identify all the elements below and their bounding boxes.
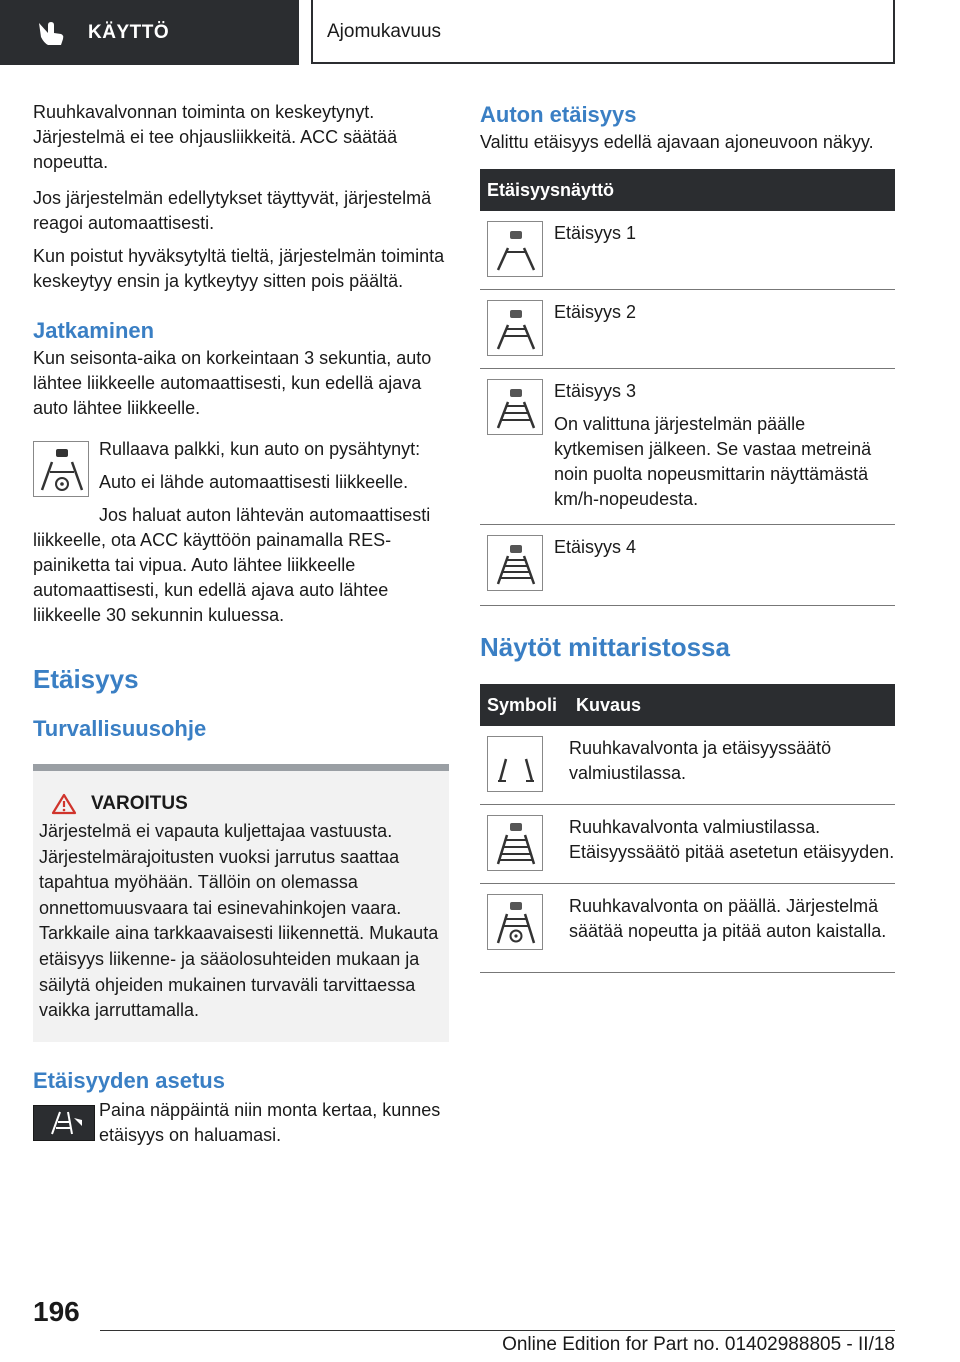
heading-naytot-mittaristossa: Näytöt mittaristossa <box>480 632 730 662</box>
heading-etaisyyden-asetus: Etäisyyden asetus <box>33 1067 225 1093</box>
distance-4-icon <box>487 535 543 591</box>
left-column <box>33 100 449 1148</box>
table-cell: Etäisyys 2 <box>554 302 637 322</box>
chapter-tab[interactable] <box>0 0 299 65</box>
heading-auton-etaisyys: Auton etäisyys <box>480 102 637 127</box>
warning-triangle-icon <box>51 793 77 815</box>
distance-2-icon <box>487 300 543 356</box>
paragraph: Paina näppäintä niin monta kertaa, kunnes etäisyys on haluamasi. <box>99 1099 441 1145</box>
warning-box <box>33 771 449 1042</box>
warning-bar <box>33 764 449 771</box>
heading-jatkaminen: Jatkaminen <box>33 318 155 343</box>
paragraph: Kun seisonta-aika on korkeintaan 3 sekuntia, auto lähtee liikkeelle automaattisesti, kun edellä ajava auto lähtee liikkeelle. <box>33 348 432 418</box>
paragraph: Kun poistut hyväksytyltä tieltä, järjestelmän toiminta keskeytyy ensin ja kytkeytyy sitten pois päältä. <box>33 246 445 291</box>
table-header: Symboli <box>480 684 569 726</box>
table-cell: Ruuhkavalvonta ja etäisyyssäätö valmiustilassa. <box>569 738 832 783</box>
heading-etaisyys: Etäisyys <box>33 664 139 694</box>
chapter-label: KÄYTTÖ <box>88 22 170 43</box>
table-row <box>480 369 895 525</box>
distance-table <box>480 169 895 606</box>
traffic-jam-standby-distance-icon <box>487 815 543 871</box>
table-header: Kuvaus <box>569 684 895 726</box>
warning-text: Järjestelmä ei vapauta kuljettajaa vastuusta. Järjestelmärajoitusten vuoksi jarrutus saattaa tapahtua myöhään. Tällöin on olemassa onnettomuusvaara tai esinevahinkojen vaara. Tarkkaile aina tarkkaavaisesti liikennettä. Mukauta etäisyys liikenne- ja sääolosuhteiden mukaan ja säilytä ohjeiden mukainen turvaväli tarvittaessa vaikka jarruttamalla. <box>39 821 439 1021</box>
footer-divider <box>100 1330 895 1331</box>
table-row <box>480 525 895 606</box>
traffic-jam-standby-icon <box>487 736 543 792</box>
table-header: Etäisyysnäyttö <box>480 169 895 211</box>
table-cell: Ruuhkavalvonta on päällä. Järjestelmä säätää nopeutta ja pitää auton kaistalla. <box>569 896 887 941</box>
table-row <box>480 211 895 290</box>
section-title: Ajomukavuus <box>327 21 442 42</box>
paragraph: Ruuhkavalvonnan toiminta on keskeytynyt. Järjestelmä ei tee ohjausliikkeitä. ACC säätää nopeutta. <box>33 102 398 172</box>
right-column <box>480 100 895 973</box>
paragraph: Valittu etäisyys edellä ajavaan ajoneuvoon näkyy. <box>480 132 874 152</box>
table-cell-note: On valittuna järjestelmän päälle kytkemisen jälkeen. Se vastaa metreinä noin puolta nopeusmittarin näyttämästä km/h-nopeudesta. <box>554 414 872 509</box>
icon-caption-block <box>33 1098 449 1148</box>
distance-3-icon <box>487 379 543 435</box>
table-row <box>480 726 895 805</box>
distance-button-icon <box>33 1105 95 1141</box>
rolling-bar-icon <box>33 441 89 497</box>
hand-pointer-icon <box>36 21 66 47</box>
table-row <box>480 805 895 884</box>
paragraph: Jos haluat auton lähtevän automaattisesti liikkeelle, ota ACC käyttöön painamalla RES-painiketta tai vipua. Auto lähtee liikkeelle automaattisesti, kun edellä ajava auto lähtee liikkeelle 30 sekunnin kuluessa. <box>33 505 431 625</box>
distance-1-icon <box>487 221 543 277</box>
icon-caption: Rullaava palkki, kun auto on pysähtynyt: <box>99 439 421 459</box>
footer-edition: Online Edition for Part no. 01402988805 - II/18 <box>502 1334 895 1355</box>
table-cell: Etäisyys 1 <box>554 223 637 243</box>
traffic-jam-active-icon <box>487 894 543 950</box>
table-cell: Ruuhkavalvonta valmiustilassa. Etäisyyssäätö pitää asetetun etäisyyden. <box>569 817 895 862</box>
icon-caption-block <box>33 437 449 628</box>
warning-title: VAROITUS <box>91 793 188 814</box>
section-header <box>311 0 895 64</box>
paragraph: Jos järjestelmän edellytykset täyttyvät, järjestelmä reagoi automaattisesti. <box>33 188 432 233</box>
table-cell: Etäisyys 4 <box>554 537 637 557</box>
table-cell: Etäisyys 3 <box>554 381 637 401</box>
table-row <box>480 290 895 369</box>
page-number: 196 <box>33 1296 80 1327</box>
heading-turvallisuusohje: Turvallisuusohje <box>33 716 207 741</box>
symbols-table <box>480 684 895 973</box>
table-row <box>480 884 895 973</box>
icon-caption: Auto ei lähde automaattisesti liikkeelle. <box>99 472 409 492</box>
